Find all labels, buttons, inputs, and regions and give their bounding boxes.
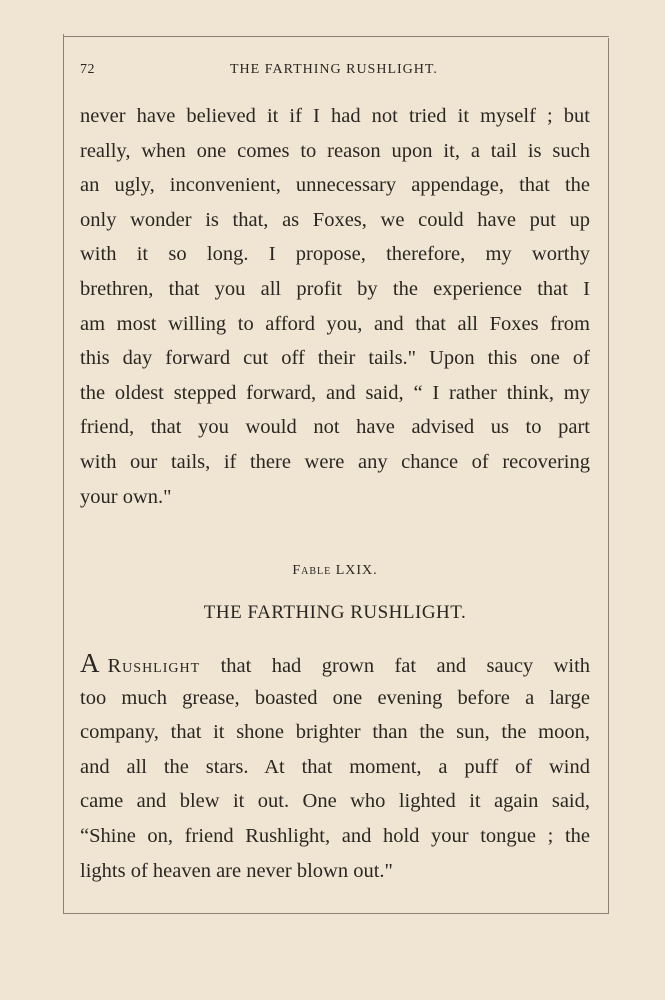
text-line: lights of heaven are never blown out." (80, 859, 393, 882)
page-number: 72 (80, 62, 95, 77)
fable-title: THE FARTHING RUSHLIGHT. (203, 602, 467, 623)
text-line: company, that it shone brighter than the sun, the moon, (80, 721, 590, 744)
text-line: this day forward cut off their tails." Upon this one of (80, 347, 590, 370)
text-line: with it so long. I propose, therefore, my worthy (80, 243, 590, 266)
first-line-rest: that had grown fat and saucy with (220, 655, 591, 677)
running-head (80, 62, 590, 82)
page-border-left (63, 34, 64, 914)
text-line: really, when one comes to reason upon it, a tail is such (80, 139, 590, 162)
page-border-right (608, 38, 609, 914)
text-line: with our tails, if there were any chance of recovering (80, 450, 590, 473)
fable-text (80, 646, 590, 888)
text-line: an ugly, inconvenient, unnecessary appendage, that the (80, 174, 590, 197)
running-title: THE FARTHING RUSHLIGHT. (230, 62, 438, 77)
fable-first-line (80, 646, 590, 681)
text-line: am most willing to afford you, and that all Foxes from (80, 312, 590, 335)
text-line: brethren, that you all profit by the experience that I (80, 277, 590, 300)
opening-word: Rushlight (107, 655, 201, 677)
text-line: your own." (80, 485, 172, 508)
drop-initial: A (80, 648, 100, 678)
text-line: friend, that you would not have advised us to part (80, 416, 590, 439)
page-border-top (63, 36, 609, 37)
text-line: the oldest stepped forward, and said, “ I rather think, my (80, 381, 590, 404)
text-line: too much grease, boasted one evening before a large (80, 686, 590, 709)
text-line: and all the stars. At that moment, a puff of wind (80, 755, 590, 778)
text-line: “Shine on, friend Rushlight, and hold your tongue ; the (80, 824, 590, 847)
text-line: only wonder is that, as Foxes, we could have put up (80, 208, 590, 231)
text-line: came and blew it out. One who lighted it again said, (80, 790, 590, 813)
continued-fable-text (80, 99, 590, 514)
page-border-bottom (63, 913, 609, 914)
text-line: never have believed it if I had not tried it myself ; but (80, 105, 590, 127)
fable-number: Fable LXIX. (292, 563, 378, 578)
